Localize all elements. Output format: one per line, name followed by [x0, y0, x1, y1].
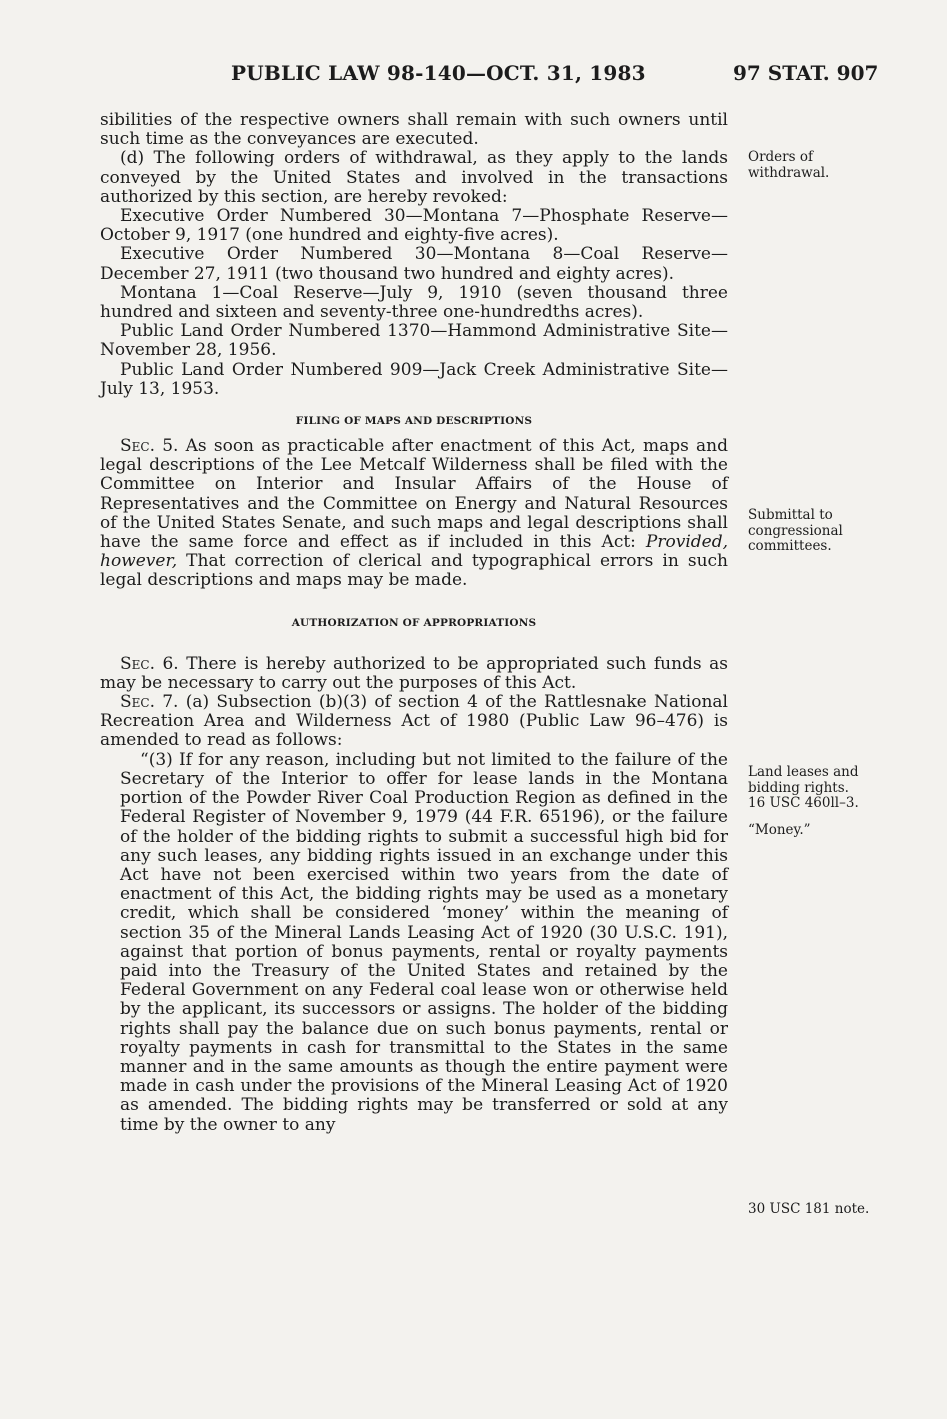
section-6-text: There is hereby authorized to be appropriated such funds as may be necessary to carry out the purposes of this Act. [100, 653, 728, 693]
section-7-text: (a) Subsection (b)(3) of section 4 of the Rattlesnake National Recreation Area and Wilderness Act of 1980 (Public Law 96–476) is amended to read as follows: [100, 692, 728, 751]
section-5-text-b: That correction of clerical and typographical errors in such legal descriptions and maps may be made. [100, 551, 728, 591]
section-heading-maps: FILING OF MAPS AND DESCRIPTIONS [295, 415, 533, 428]
paragraph-orders-of-withdrawal: (d) The following orders of withdrawal, as they apply to the lands conveyed by the United States and involved in the transactions authorized by this section, are hereby revoked: [100, 148, 728, 207]
paragraph-continuation: sibilities of the respective owners shall remain with such owners until such time as the conveyances are executed. [100, 110, 728, 150]
order-item: Public Land Order Numbered 909—Jack Creek Administrative Site—July 13, 1953. [100, 359, 728, 399]
page-header-stat: 97 STAT. 907 [733, 61, 879, 85]
margin-note-submittal: Submittal to congressional committees. [748, 507, 843, 554]
page-header-title: PUBLIC LAW 98-140—OCT. 31, 1983 [231, 61, 646, 85]
section-label: Sec. 5. [120, 436, 179, 457]
quoted-amendment: “(3) If for any reason, including but not limited to the failure of the Secretary of the Interior to offer for lease lands in the Montana portion of the Powder River Coal Production Region as defined in the Federal Register of November 9, 1979 (44 F.R. 65196), or the failure of the holder of the bidding rights to submit a successful high bid for any such leases, any bidding rights issued in an exchange under this Act have not been exercised within two years from the date of enactment of this Act, the bidding rights may be used as a monetary credit, which shall be considered ‘money’ within the meaning of section 35 of the Mineral Lands Leasing Act of 1920 (30 U.S.C. 191), against that portion of bonus payments, rental or royalty payments paid into the Treasury of the United States and retained by the Federal Government on any Federal coal lease won or otherwise held by the applicant, its successors or assigns. The holder of the bidding rights shall pay the balance due on such bonus payments, rental or royalty payments in cash for transmittal to the States in the same manner and in the same amounts as though the entire payment were made in cash under the provisions of the Mineral Leasing Act of 1920 as amended. The bidding rights may be transferred or sold at any time by the owner to any [120, 749, 728, 1135]
margin-note-30-usc-181: 30 USC 181 note. [748, 1201, 870, 1217]
section-7 [100, 693, 728, 751]
order-item: Public Land Order Numbered 1370—Hammond Administrative Site—November 28, 1956. [100, 321, 728, 361]
section-label: Sec. 7. [120, 692, 179, 713]
order-item: Montana 1—Coal Reserve—July 9, 1910 (seven thousand three hundred and sixteen and seventy-three one-hundredths acres). [100, 282, 728, 323]
order-item: Executive Order Numbered 30—Montana 8—Coal Reserve—December 27, 1911 (two thousand two hundred and eighty acres). [100, 244, 728, 284]
proviso: Provided, however, [100, 532, 728, 572]
citation-16-usc: 16 USC 460ll–3. [748, 795, 859, 811]
section-heading-appropriations: AUTHORIZATION OF APPROPRIATIONS [291, 616, 537, 629]
order-item: Executive Order Numbered 30—Montana 7—Phosphate Reserve—October 9, 1917 (one hundred and eighty-five acres). [100, 206, 728, 246]
section-5 [100, 437, 728, 591]
orders-list [100, 207, 728, 399]
section-5-text-a: As soon as practicable after enactment of this Act, maps and legal descriptions of the Lee Metcalf Wilderness shall be filed with the Committee on Interior and Insular Affairs of the House of Representatives and the Committee on Energy and Natural Resources of the United States Senate, and such maps and legal descriptions shall have the same force and effect as if included in this Act: [100, 436, 728, 553]
body-text [100, 111, 728, 1135]
margin-note-money: “Money.” [748, 822, 811, 838]
section-6 [100, 655, 728, 693]
margin-note-orders: Orders of withdrawal. [748, 149, 830, 181]
section-label: Sec. 6. [120, 653, 179, 674]
margin-note-land-leases: Land leases and bidding rights. 16 USC 460ll–3. [748, 765, 928, 812]
